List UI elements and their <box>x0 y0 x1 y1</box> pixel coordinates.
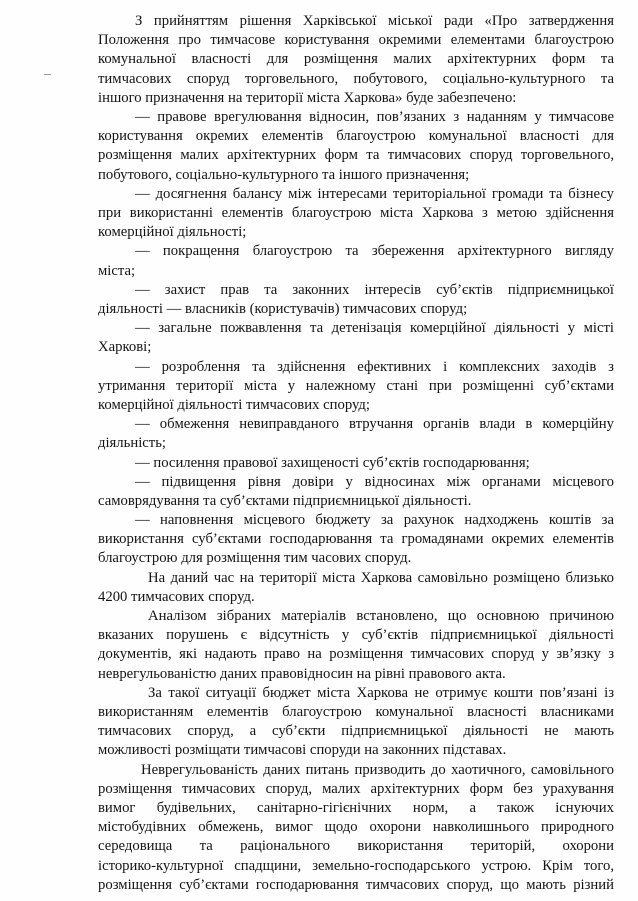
text-line: — захист прав та законних інтересів суб’єктів підприємницької <box>135 281 614 298</box>
text-line: діяльності — власників (користувачів) тимчасових споруд; <box>98 300 468 317</box>
text-line: самоврядування та суб’єктами підприємницької діяльності. <box>98 492 472 509</box>
text-line: комерційної діяльності; <box>98 224 247 241</box>
text-line: благоустрою для розміщення тим часових споруд. <box>98 550 412 567</box>
text-line: утримання території міста у належному стані при розміщенні суб’єктами <box>98 377 614 394</box>
margin-mark <box>44 74 51 75</box>
text-line: — обмеження невиправданого втручання органів влади в комерційну <box>135 416 614 433</box>
text-line: історико-культурної спадщини, земельно-господарського устрою. Крім того, <box>98 857 614 874</box>
text-line: Аналізом зібраних матеріалів встановлено, що основною причиною <box>148 608 614 625</box>
text-line: документів, які надають право на розміщення тимчасових споруд у зв’язку з <box>98 646 614 663</box>
text-line: — розроблення та здійснення ефективних і комплексних заходів з <box>135 358 614 375</box>
text-line: вимог будівельних, санітарно-гігієнічних норм, а також існуючих <box>98 800 614 817</box>
text-line: діяльність; <box>98 435 166 452</box>
text-line: тимчасових споруд торговельного, побутового, соціально-культурного та <box>98 70 614 87</box>
text-line: На даний час на території міста Харкова самовільно розміщено близько <box>148 569 614 586</box>
text-line: неврегульованістю даних правовідносин на рівні правового акта. <box>98 665 506 682</box>
text-line: середовища та раціонального використання територій, охорони <box>98 838 614 855</box>
text-line: використання суб’єктами господарювання та громадянами окремих елементів <box>98 531 614 548</box>
text-line: іншого призначення на території міста Харкова» буде забезпечено: <box>98 89 517 106</box>
text-line: За такої ситуації бюджет міста Харкова не отримує кошти пов’язані із <box>148 684 614 701</box>
text-line: — покращення благоустрою та збереження архітектурного вигляду <box>135 243 614 260</box>
text-line: — правове врегулювання відносин, пов’язаних з наданням у тимчасове <box>135 108 614 125</box>
text-line: — наповнення місцевого бюджету за рахунок надходжень коштів за <box>135 512 614 529</box>
text-line: З прийняттям рішення Харківської міської ради «Про затвердження <box>135 13 614 29</box>
text-line: комунальної власності для розміщення малих архітектурних форм та <box>98 51 614 68</box>
text-line: розміщення суб’єктами господарювання тимчасових споруд, що мають різний <box>98 876 614 893</box>
text-line: розміщення малих архітектурних форм та тимчасових споруд торговельного, <box>98 147 614 164</box>
text-line: 4200 тимчасових споруд. <box>98 588 255 605</box>
text-line: розміщення тимчасових споруд, малих архітектурних форм без урахування <box>98 780 614 797</box>
text-line: — загальне пожвавлення та детенізація комерційної діяльності у місті <box>135 320 614 337</box>
text-line: — підвищення рівня довіри у відносинах між органами місцевого <box>135 473 614 490</box>
text-line: побутового, соціально-культурного та іншого призначення; <box>98 166 470 183</box>
text-line: при використанні елементів благоустрою міста Харкова з метою здійснення <box>98 204 614 221</box>
text-line: міста; <box>98 262 136 279</box>
text-line: — досягнення балансу між інтересами територіальної громади та бізнесу <box>135 185 614 202</box>
text-line: використанням елементів благоустрою комунальної власності власниками <box>98 704 614 721</box>
text-line: Положення про тимчасове користування окремими елементами благоустрою <box>98 32 614 49</box>
text-line: можливості розміщати тимчасові споруди на законних підставах. <box>98 742 507 759</box>
text-line: — посилення правової захищеності суб’єктів господарювання; <box>135 454 530 471</box>
text-line: тимчасових споруд, а суб’єкти підприємницької діяльності не мають <box>98 723 614 740</box>
text-line: вказаних порушень є відсутність у суб’єктів підприємницької діяльності <box>98 627 614 644</box>
text-line: Харкові; <box>98 339 152 356</box>
text-line: містобудівних обмежень, вимог щодо охорони навколишнього природного <box>98 819 614 836</box>
text-line: комерційної діяльності тимчасових споруд; <box>98 396 370 413</box>
text-line: Неврегульованість даних питань призводить до хаотичного, самовільного <box>141 761 614 778</box>
text-line: користування окремих елементів благоустрою комунальної власності для <box>98 128 614 145</box>
